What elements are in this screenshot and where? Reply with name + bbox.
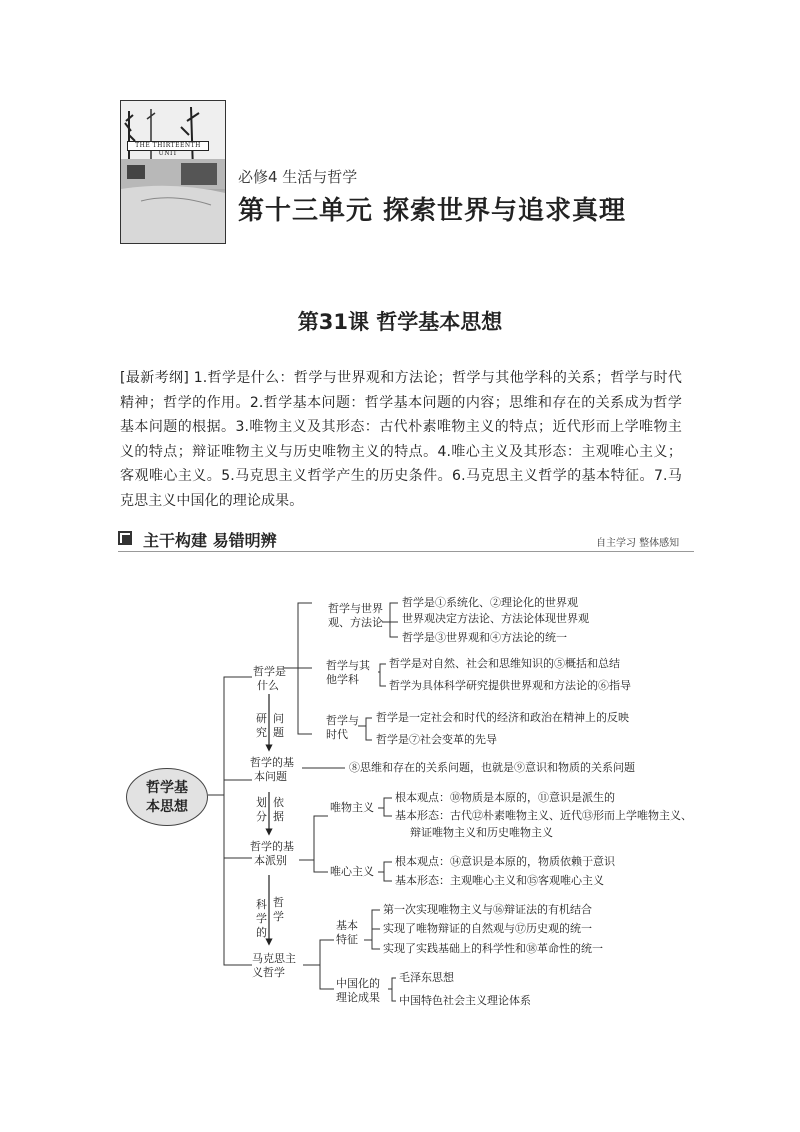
arrow-label-1c: 问: [273, 712, 284, 725]
node-other-subjects-2: 他学科: [326, 673, 359, 686]
arrow-label-3d: 哲: [273, 896, 284, 909]
arrow-label-2d: 据: [273, 810, 284, 823]
leaf-18: 中国特色社会主义理论体系: [399, 994, 531, 1007]
node-features-2: 特征: [336, 933, 358, 946]
node-marxism-2: 义哲学: [252, 966, 285, 979]
arrow-label-3c: 的: [256, 926, 267, 939]
node-other-subjects-1: 哲学与其: [326, 659, 370, 672]
arrow-label-2a: 划: [256, 796, 267, 809]
node-era-2: 时代: [326, 728, 348, 741]
leaf-16: 实现了实践基础上的科学性和⑱革命性的统一: [383, 942, 603, 955]
leaf-7: 哲学是⑦社会变革的先导: [376, 733, 497, 746]
leaf-12: 根本观点：⑭意识是本原的，物质依赖于意识: [395, 855, 615, 868]
node-worldview-1: 哲学与世界: [328, 602, 383, 615]
arrow-label-3e: 学: [273, 910, 284, 923]
arrow-label-2b: 分: [256, 810, 267, 823]
arrow-label-3b: 学: [256, 912, 267, 925]
mindmap-root: [126, 768, 208, 826]
node-what-is-philosophy-2: 什么: [257, 679, 279, 692]
arrow-label-1d: 题: [273, 726, 284, 739]
node-worldview-2: 观、方法论: [328, 616, 383, 629]
node-era-1: 哲学与: [326, 714, 359, 727]
leaf-10: 基本形态：古代⑫朴素唯物主义、近代⑬形而上学唯物主义、: [395, 809, 692, 822]
section-subtitle: 自主学习 整体感知: [596, 538, 680, 549]
mindmap-root-line-1: 哲学基: [146, 780, 188, 796]
leaf-14: 第一次实现唯物主义与⑯辩证法的有机结合: [383, 903, 592, 916]
node-sinicization-1: 中国化的: [336, 977, 380, 990]
arrow-label-1b: 究: [256, 726, 267, 739]
arrow-label-3a: 科: [256, 898, 267, 911]
leaf-5: 哲学为具体科学研究提供世界观和方法论的⑥指导: [389, 679, 631, 692]
node-materialism: 唯物主义: [330, 801, 374, 814]
node-what-is-philosophy-1: 哲学是: [253, 665, 286, 678]
node-basic-question-2: 本问题: [254, 770, 287, 783]
leaf-15: 实现了唯物辩证的自然观与⑰历史观的统一: [383, 922, 592, 935]
leaf-13: 基本形态：主观唯心主义和⑮客观唯心主义: [395, 874, 604, 887]
course-label: 必修4 生活与哲学: [238, 168, 358, 186]
node-basic-question-1: 哲学的基: [250, 756, 294, 769]
leaf-2: 世界观决定方法论、方法论体现世界观: [402, 612, 589, 625]
node-marxism-1: 马克思主: [252, 952, 296, 965]
section-title: 主干构建 易错明辨: [143, 531, 277, 550]
leaf-6: 哲学是一定社会和时代的经济和政治在精神上的反映: [376, 711, 629, 724]
leaf-4: 哲学是对自然、社会和思维知识的⑤概括和总结: [389, 657, 620, 670]
arrow-label-1a: 研: [256, 712, 267, 725]
unit-photo-band: THE THIRTEENTH UNIT: [127, 141, 209, 151]
node-sinicization-2: 理论成果: [336, 991, 380, 1004]
exam-outline-tag: [最新考纲]: [120, 370, 189, 386]
mindmap-root-line-2: 本思想: [146, 799, 188, 815]
arrow-label-2c: 依: [273, 796, 284, 809]
exam-outline-text: 1.哲学是什么：哲学与世界观和方法论；哲学与其他学科的关系；哲学与时代精神；哲学的作用。2.哲学基本问题：哲学基本问题的内容；思维和存在的关系成为哲学基本问题的根据。3.唯物主义及其形态：古代朴素唯物主义的特点；近代形而上学唯物主义的特点；辩证唯物主义与历史唯物主义的特点。4.唯心主义及其形态：主观唯心主义；客观唯心主义。5.马克思主义哲学产生的历史条件。6.马克思主义哲学的基本特征。7.马克思主义中国化的理论成果。: [120, 370, 683, 509]
node-features-1: 基本: [336, 919, 358, 932]
node-basic-schools-2: 本派别: [254, 854, 287, 867]
node-idealism: 唯心主义: [330, 865, 374, 878]
unit-title: 第十三单元 探索世界与追求真理: [238, 196, 627, 226]
leaf-17: 毛泽东思想: [399, 971, 454, 984]
leaf-9: 根本观点：⑩物质是本原的，⑪意识是派生的: [395, 791, 615, 804]
leaf-1: 哲学是①系统化、②理论化的世界观: [402, 596, 578, 609]
leaf-8: ⑧思维和存在的关系问题，也就是⑨意识和物质的关系问题: [349, 761, 635, 774]
leaf-3: 哲学是③世界观和④方法论的统一: [402, 631, 567, 644]
leaf-11: 辩证唯物主义和历史唯物主义: [410, 826, 553, 839]
lesson-title: 第31课 哲学基本思想: [297, 310, 503, 334]
node-basic-schools-1: 哲学的基: [250, 840, 294, 853]
